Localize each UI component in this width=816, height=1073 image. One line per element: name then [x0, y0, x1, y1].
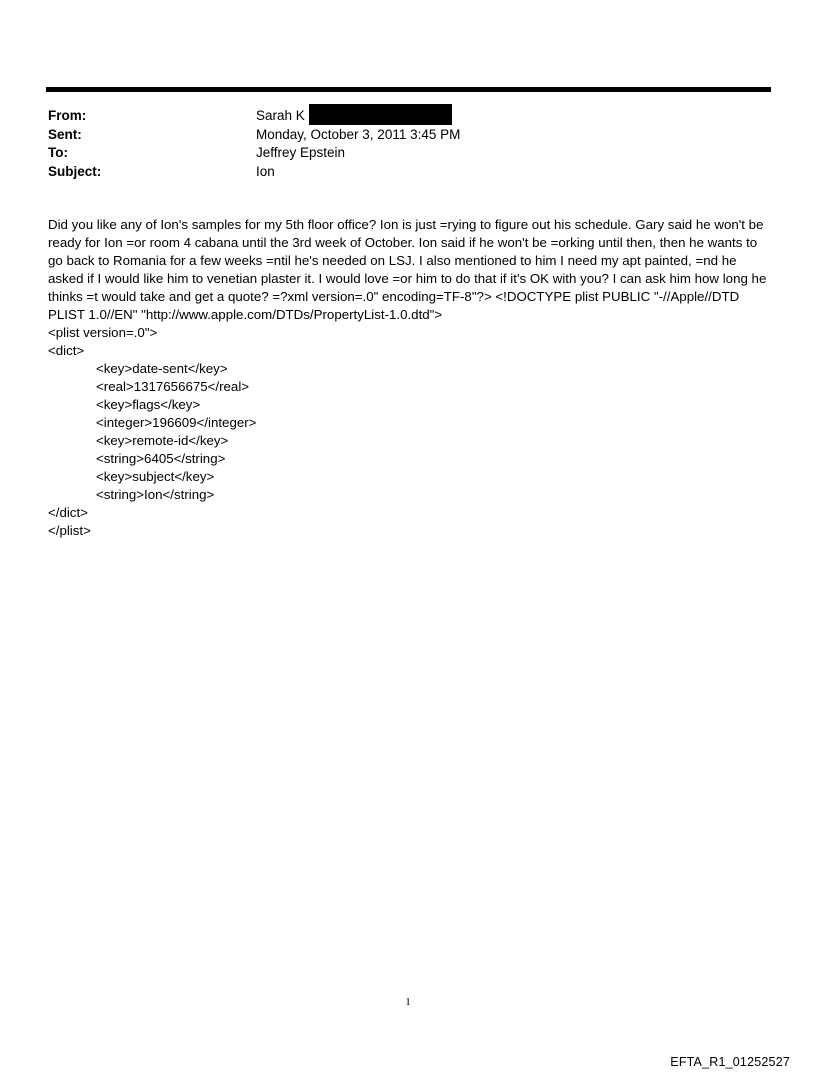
document-id: EFTA_R1_01252527: [670, 1055, 790, 1069]
subject-value: Ion: [256, 163, 275, 179]
plist-open: <plist version=.0">: [48, 325, 158, 340]
page-number: 1: [405, 996, 411, 1008]
subject-row: [48, 163, 768, 182]
plist-line: <key>remote-id</key>: [96, 433, 229, 448]
plist-line: <key>subject</key>: [96, 469, 215, 484]
plist-line: <string>6405</string>: [96, 451, 226, 466]
redaction-block: [309, 104, 452, 125]
dict-open: <dict>: [48, 343, 85, 358]
subject-label: Subject:: [48, 163, 102, 179]
sent-row: [48, 126, 768, 145]
from-value: [256, 107, 452, 126]
to-row: [48, 144, 768, 163]
to-label: To:: [48, 145, 68, 160]
plist-line: <key>date-sent</key>: [96, 361, 228, 376]
from-name: Sarah K: [256, 108, 305, 123]
body-paragraph: Did you like any of Ion's samples for my 5th floor office? Ion is just =rying to figure out his schedule. Gary said he won't be ready for Ion =or room 4 cabana until the 3rd week of October. Ion said if he won't be =orking until then, then he wants to go back to Romania for a few weeks =ntil he's needed on LSJ. I also mentioned to him I need my apt painted, =nd he asked if I would like him to venetian plaster it. I would love =or him to do that if it's OK with you? I can ask him how long he thinks =t would take and get a quote? =?xml version=.0" encoding=TF-8"?> <!DOCTYPE plist PUBLIC "-//Apple//DTD PLIST 1.0//EN" "http://www.apple.com/DTDs/PropertyList-1.0.dtd">: [48, 217, 771, 322]
plist-line: <real>1317656675</real>: [96, 379, 250, 394]
plist-line: <key>flags</key>: [96, 397, 201, 412]
plist-line: <integer>196609</integer>: [96, 415, 257, 430]
from-row: [48, 107, 768, 126]
plist-line: <string>Ion</string>: [96, 487, 215, 502]
dict-close: </dict>: [48, 505, 88, 520]
from-label: From:: [48, 108, 87, 123]
to-value: Jeffrey Epstein: [256, 145, 346, 160]
header-divider: [46, 87, 771, 92]
email-body: [48, 216, 773, 540]
plist-close: </plist>: [48, 523, 91, 538]
email-header: [48, 107, 768, 181]
sent-value: Monday, October 3, 2011 3:45 PM: [256, 126, 461, 142]
sent-label: Sent:: [48, 126, 82, 142]
